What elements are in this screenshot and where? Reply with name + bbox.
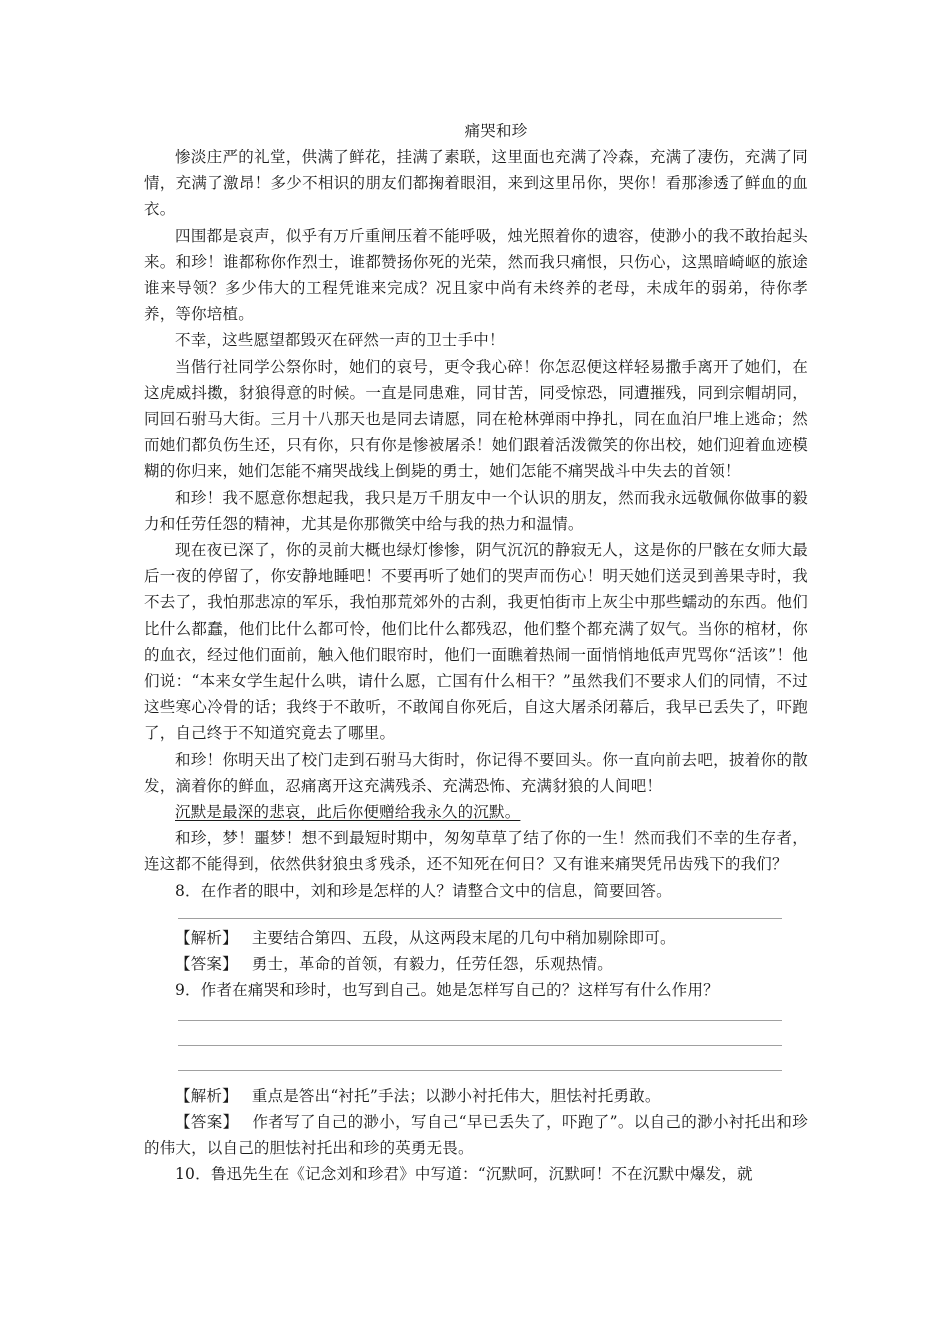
paragraph-4: 当偕行社同学公祭你时，她们的哀号，更令我心碎！你怎忍便这样轻易撒手离开了她们，在这虎威抖擞，豺狼得意的时候。一直是同患难，同甘苦，同受惊恐，同遭摧残，同到宗帽胡同，同回石驸马大街。三月十八那天也是同去请愿，同在枪林弹雨中挣扎，同在血泊尸堆上逃命；然而她们都负伤生还，只有你，只有你是惨被屠杀！她们跟着活泼微笑的你出校，她们迎着血迹模糊的你归来，她们怎能不痛哭战线上倒毙的勇士，她们怎能不痛哭战斗中失去的首领！ <box>144 357 808 481</box>
answer-tag: 【答案】 <box>175 955 238 974</box>
analysis-tag: 【解析】 <box>175 1086 238 1105</box>
analysis-tag: 【解析】 <box>175 928 238 947</box>
document-page <box>144 118 808 1187</box>
paragraph-final: 和珍，梦！噩梦！想不到最短时期中，匆匆草草了结了你的一生！然而我们不幸的生存者，连这都不能得到，依然供豺狼虫豸残杀，还不知死在何日？又有谁来痛哭凭吊齿残下的我们？ <box>144 829 808 874</box>
question-8: 8．在作者的眼中，刘和珍是怎样的人？请整合文中的信息，简要回答。 <box>175 881 672 900</box>
answer-text: 勇士，革命的首领，有毅力，任劳任怨，乐观热情。 <box>251 955 613 974</box>
paragraph-2: 四围都是哀声，似乎有万斤重闸压着不能呼吸，烛光照着你的遗容，使渺小的我不敢抬起头来。和珍！谁都称你作烈士，谁都赞扬你死的光荣，然而我只痛恨，只伤心，这黑暗崎岖的旅途谁来导领？多少伟大的工程凭谁来完成？况且家中尚有未终养的老母，未成年的弱弟，待你孝养，等你培植。 <box>144 226 808 324</box>
q8-answer <box>144 951 808 977</box>
underlined-sentence: 沉默是最深的悲哀，此后你便赠给我永久的沉默。 <box>175 803 521 822</box>
q9-analysis <box>144 1083 808 1109</box>
analysis-text: 主要结合第四、五段，从这两段末尾的几句中稍加剔除即可。 <box>251 928 676 947</box>
question-10: 10．鲁迅先生在《记念刘和珍君》中写道：“沉默呵，沉默呵！不在沉默中爆发，就 <box>175 1165 753 1184</box>
answer-tag: 【答案】 <box>175 1112 239 1131</box>
article-title: 痛哭和珍 <box>464 122 528 140</box>
q8-analysis <box>144 925 808 951</box>
q9-answer <box>144 1109 808 1161</box>
paragraph-5: 和珍！我不愿意你想起我，我只是万千朋友中一个认识的朋友，然而我永远敬佩你做事的毅力和任劳任怨的精神，尤其是你那微笑中给与我的热力和温情。 <box>144 488 808 533</box>
paragraph-6: 现在夜已深了，你的灵前大概也绿灯惨惨，阴气沉沉的静寂无人，这是你的尸骸在女师大最后一夜的停留了，你安静地睡吧！不要再听了她们的哭声而伤心！明天她们送灵到善果寺时，我不去了，我怕那悲凉的军乐，我怕那荒郊外的古刹，我更怕街市上灰尘中那些蠕动的东西。他们比什么都蠢，他们比什么都可怜，他们比什么都残忍，他们整个都充满了奴气。当你的棺材，你的血衣，经过他们面前，触入他们眼帘时，他们一面瞧着热闹一面悄悄地低声咒骂你“活该”！他们说：“本来女学生起什么哄，请什么愿，亡国有什么相干？”虽然我们不要求人们的同情，不过这些寒心冷骨的话；我终于不敢听，不敢闻自你死后，自这大屠杀闭幕后，我早已丢失了，吓跑了，自己终于不知道究竟去了哪里。 <box>144 541 808 743</box>
underlined-paragraph <box>144 799 808 825</box>
analysis-text: 重点是答出“衬托”手法；以渺小衬托伟大，胆怯衬托勇敢。 <box>251 1086 661 1105</box>
paragraph-1: 惨淡庄严的礼堂，供满了鲜花，挂满了素联，这里面也充满了冷森，充满了凄伤，充满了同情，充满了激昂！多少不相识的朋友们都掬着眼泪，来到这里吊你，哭你！看那渗透了鲜血的血衣。 <box>144 148 808 219</box>
paragraph-7: 和珍！你明天出了校门走到石驸马大街时，你记得不要回头。你一直向前去吧，披着你的散发，滴着你的鲜血，忍痛离开这充满残杀、充满恐怖、充满豺狼的人间吧！ <box>144 750 808 795</box>
question-9: 9．作者在痛哭和珍时，也写到自己。她是怎样写自己的？这样写有什么作用？ <box>175 981 719 1000</box>
paragraph-3: 不幸，这些愿望都毁灭在砰然一声的卫士手中！ <box>175 331 505 350</box>
answer-text: 作者写了自己的渺小，写自己“早已丢失了，吓跑了”。以自己的渺小衬托出和珍的伟大，以自己的胆怯衬托出和珍的英勇无畏。 <box>144 1112 808 1157</box>
